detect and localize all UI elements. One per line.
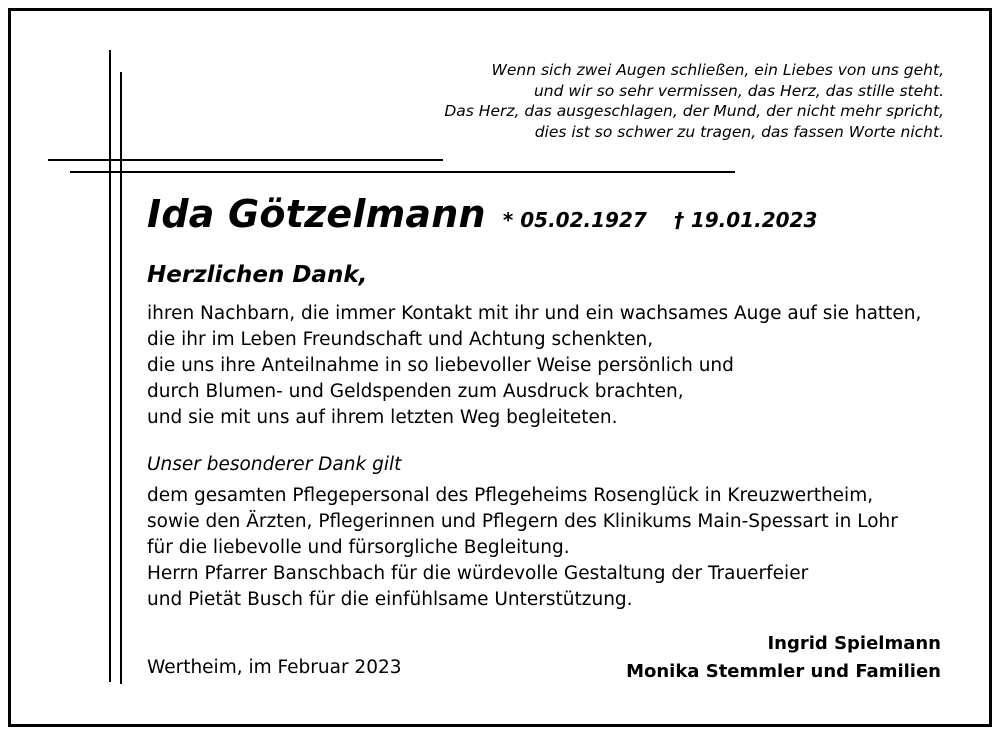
special-thanks-paragraph bbox=[147, 483, 898, 613]
cross-vertical-line-1 bbox=[109, 50, 111, 682]
special-thanks-line: für die liebevolle und fürsorgliche Begleitung. bbox=[147, 537, 570, 558]
poem-line: Wenn sich zwei Augen schließen, ein Liebes von uns geht, bbox=[491, 61, 944, 79]
signer-name: Monika Stemmler und Familien bbox=[626, 661, 941, 682]
thanks-line: durch Blumen- und Geldspenden zum Ausdruck brachten, bbox=[147, 381, 684, 402]
signer-name: Ingrid Spielmann bbox=[767, 633, 941, 654]
thanks-line: die uns ihre Anteilnahme in so liebevoller Weise persönlich und bbox=[147, 355, 734, 376]
special-thanks-line: sowie den Ärzten, Pflegerinnen und Pflegern des Klinikums Main-Spessart in Lohr bbox=[147, 511, 898, 532]
special-thanks-line: dem gesamten Pflegepersonal des Pflegeheims Rosenglück in Kreuzwertheim, bbox=[147, 485, 874, 506]
thanks-line: ihren Nachbarn, die immer Kontakt mit ihr und ein wachsames Auge auf sie hatten, bbox=[147, 303, 922, 324]
cross-horizontal-line-1 bbox=[48, 159, 443, 161]
cross-horizontal-line-2 bbox=[70, 171, 735, 173]
place-date: Wertheim, im Februar 2023 bbox=[147, 657, 402, 678]
deceased-name: Ida Götzelmann bbox=[147, 192, 486, 236]
deceased-header bbox=[147, 192, 817, 236]
special-thanks-heading: Unser besonderer Dank gilt bbox=[147, 454, 402, 475]
death-date: † 19.01.2023 bbox=[673, 208, 818, 232]
poem-line: dies ist so schwer zu tragen, das fassen Worte nicht. bbox=[534, 122, 944, 141]
thanks-line: und sie mit uns auf ihrem letzten Weg begleiteten. bbox=[147, 407, 618, 428]
thanks-title: Herzlichen Dank, bbox=[147, 262, 368, 288]
thanks-paragraph bbox=[147, 301, 921, 431]
special-thanks-line: Herrn Pfarrer Banschbach für die würdevolle Gestaltung der Trauerfeier bbox=[147, 563, 809, 584]
poem-line: Das Herz, das ausgeschlagen, der Mund, der nicht mehr spricht, bbox=[444, 102, 944, 120]
thanks-line: die ihr im Leben Freundschaft und Achtung schenkten, bbox=[147, 329, 654, 350]
signers bbox=[626, 630, 941, 686]
birth-date: * 05.02.1927 bbox=[502, 208, 647, 232]
special-thanks-line: und Pietät Busch für die einfühlsame Unterstützung. bbox=[147, 589, 633, 610]
cross-vertical-line-2 bbox=[120, 72, 122, 684]
poem bbox=[384, 60, 944, 142]
poem-line: und wir so sehr vermissen, das Herz, das stille steht. bbox=[533, 81, 944, 100]
